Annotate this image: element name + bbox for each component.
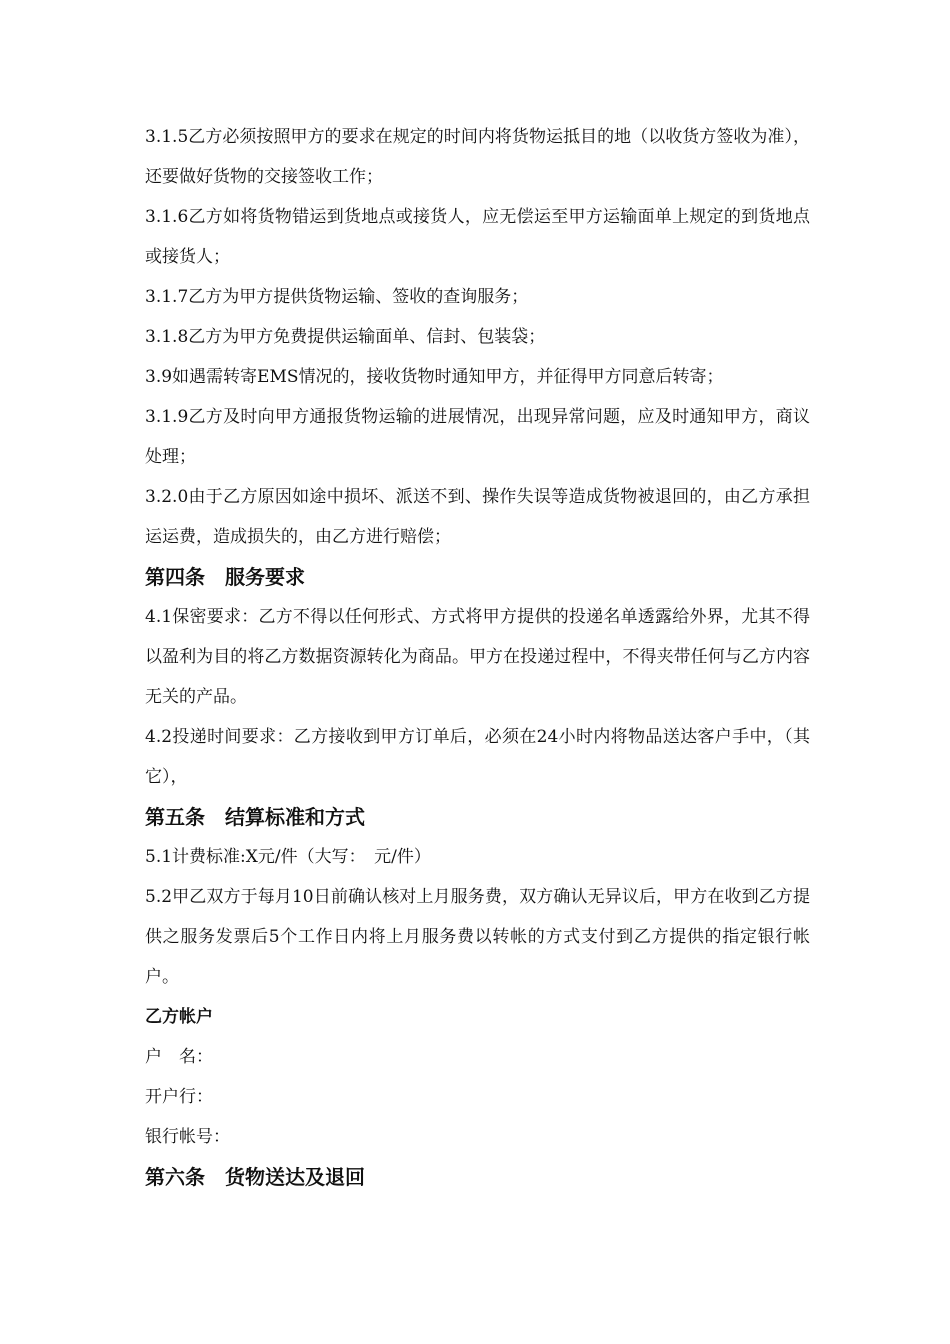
paragraph-5-1: 5.1计费标准:X元/件（大写： 元/件） — [145, 847, 431, 867]
paragraph-4-1: 4.1保密要求：乙方不得以任何形式、方式将甲方提供的投递名单透露给外界，尤其不得以盈利为目的将乙方数据资源转化为商品。甲方在投递过程中，不得夹带任何与乙方内容无关的产品。 — [145, 607, 810, 707]
paragraph-3-1-9: 3.1.9乙方及时向甲方通报货物运输的进展情况，出现异常问题，应及时通知甲方，商议处理； — [145, 407, 810, 467]
account-title: 乙方帐户 — [145, 1007, 213, 1027]
paragraph-3-1-5: 3.1.5乙方必须按照甲方的要求在规定的时间内将货物运抵目的地（以收货方签收为准），还要做好货物的交接签收工作； — [145, 127, 810, 187]
paragraph-5-2: 5.2甲乙双方于每月10日前确认核对上月服务费，双方确认无异议后，甲方在收到乙方提供之服务发票后5个工作日内将上月服务费以转帐的方式支付到乙方提供的指定银行帐户。 — [145, 887, 810, 987]
section-6-heading: 第六条 货物送达及退回 — [145, 1165, 365, 1189]
document-body — [145, 117, 810, 1197]
paragraph-3-2-0: 3.2.0由于乙方原因如途中损坏、派送不到、操作失误等造成货物被退回的，由乙方承担运运费，造成损失的，由乙方进行赔偿； — [145, 487, 810, 547]
paragraph-3-1-6: 3.1.6乙方如将货物错运到货地点或接货人，应无偿运至甲方运输面单上规定的到货地点或接货人； — [145, 207, 810, 267]
paragraph-3-9: 3.9如遇需转寄EMS情况的，接收货物时通知甲方，并征得甲方同意后转寄； — [145, 367, 724, 387]
section-4-heading: 第四条 服务要求 — [145, 565, 305, 589]
section-5-heading: 第五条 结算标准和方式 — [145, 805, 365, 829]
paragraph-3-1-8: 3.1.8乙方为甲方免费提供运输面单、信封、包装袋； — [145, 327, 546, 347]
account-number-field: 银行帐号： — [145, 1127, 230, 1147]
account-bank-field: 开户行： — [145, 1087, 213, 1107]
paragraph-3-1-7: 3.1.7乙方为甲方提供货物运输、签收的查询服务； — [145, 287, 529, 307]
account-name-field: 户 名： — [145, 1047, 213, 1067]
paragraph-4-2: 4.2投递时间要求：乙方接收到甲方订单后，必须在24小时内将物品送达客户手中，（其它）， — [145, 727, 810, 787]
